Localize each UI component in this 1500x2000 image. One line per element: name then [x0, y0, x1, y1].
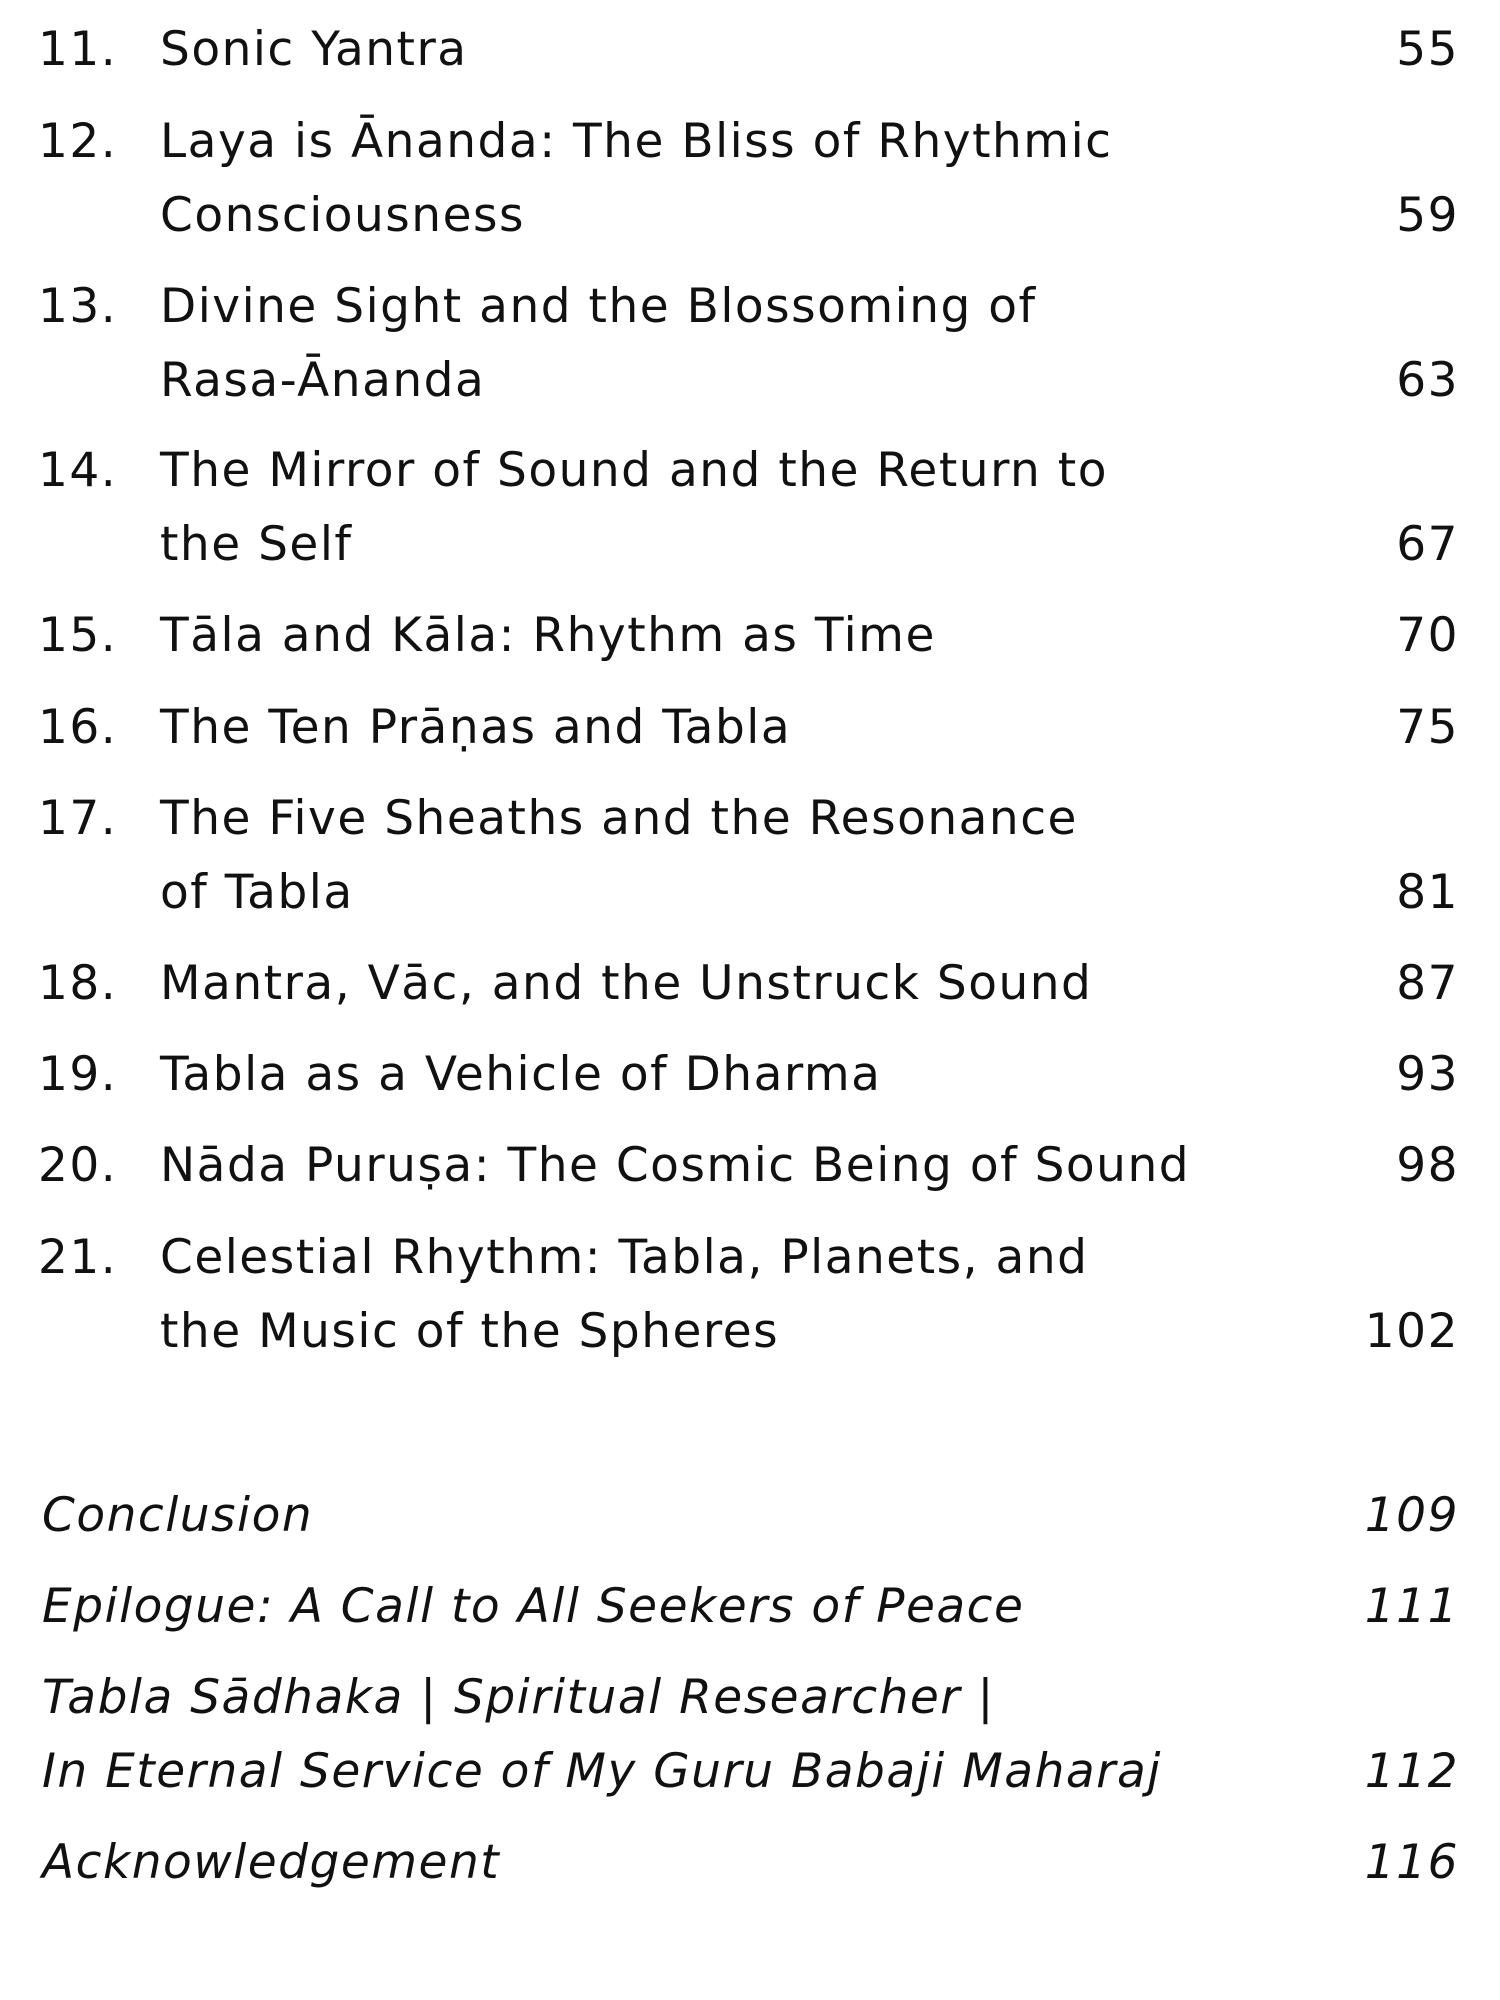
back-matter-title: Acknowledgement	[42, 1835, 501, 1890]
back-matter-title: Tabla Sādhaka | Spiritual Researcher |	[42, 1670, 995, 1725]
chapter-title: Sonic Yantra	[160, 22, 468, 77]
back-matter-title-continued: In Eternal Service of My Guru Babaji Maharaj	[42, 1744, 1162, 1799]
toc-entry	[0, 1138, 1500, 1216]
toc-entry	[0, 1230, 1500, 1382]
chapter-title-continued: the Self	[160, 517, 353, 572]
chapter-title-continued: Consciousness	[160, 188, 525, 243]
chapter-number: 11.	[38, 22, 118, 77]
page-number: 98	[1396, 1138, 1459, 1193]
page-number: 112	[1364, 1744, 1459, 1799]
page-number: 93	[1396, 1047, 1459, 1102]
page-number: 67	[1396, 517, 1459, 572]
toc-back-matter-entry	[0, 1670, 1500, 1822]
page-number: 59	[1396, 188, 1459, 243]
page-number: 109	[1364, 1488, 1459, 1543]
chapter-title: The Mirror of Sound and the Return to	[160, 443, 1108, 498]
chapter-title-continued: the Music of the Spheres	[160, 1304, 780, 1359]
chapter-number: 21.	[38, 1230, 118, 1285]
page-number: 75	[1396, 700, 1459, 755]
chapter-title: Laya is Ānanda: The Bliss of Rhythmic	[160, 114, 1113, 169]
chapter-number: 20.	[38, 1138, 118, 1193]
page-number: 63	[1396, 353, 1459, 408]
chapter-number: 12.	[38, 114, 118, 169]
chapter-title: Tāla and Kāla: Rhythm as Time	[160, 608, 936, 663]
toc-entry	[0, 956, 1500, 1034]
toc-entry	[0, 1047, 1500, 1125]
back-matter-title: Conclusion	[42, 1488, 314, 1543]
page-number: 111	[1364, 1579, 1459, 1634]
toc-entry	[0, 791, 1500, 943]
chapter-title: The Five Sheaths and the Resonance	[160, 791, 1078, 846]
page-number: 70	[1396, 608, 1459, 663]
chapter-number: 19.	[38, 1047, 118, 1102]
chapter-title-continued: Rasa-Ānanda	[160, 353, 486, 408]
toc-back-matter-entry	[0, 1488, 1500, 1566]
chapter-number: 14.	[38, 443, 118, 498]
page-number: 102	[1364, 1304, 1459, 1359]
chapter-number: 17.	[38, 791, 118, 846]
page-number: 55	[1396, 22, 1459, 77]
chapter-number: 15.	[38, 608, 118, 663]
chapter-title: The Ten Prāṇas and Tabla	[160, 700, 792, 755]
chapter-number: 13.	[38, 279, 118, 334]
chapter-title: Nāda Puruṣa: The Cosmic Being of Sound	[160, 1138, 1191, 1193]
toc-back-matter-entry	[0, 1579, 1500, 1657]
toc-entry	[0, 279, 1500, 431]
chapter-title: Celestial Rhythm: Tabla, Planets, and	[160, 1230, 1089, 1285]
toc-back-matter-entry	[0, 1835, 1500, 1913]
chapter-title-continued: of Tabla	[160, 865, 354, 920]
toc-entry	[0, 700, 1500, 778]
chapter-number: 16.	[38, 700, 118, 755]
page-number: 87	[1396, 956, 1459, 1011]
chapter-title: Mantra, Vāc, and the Unstruck Sound	[160, 956, 1093, 1011]
toc-entry	[0, 22, 1500, 100]
back-matter-title: Epilogue: A Call to All Seekers of Peace	[42, 1579, 1025, 1634]
toc-entry	[0, 114, 1500, 266]
toc-entry	[0, 443, 1500, 595]
chapter-title: Tabla as a Vehicle of Dharma	[160, 1047, 882, 1102]
toc-entry	[0, 608, 1500, 686]
page-number: 116	[1364, 1835, 1459, 1890]
chapter-title: Divine Sight and the Blossoming of	[160, 279, 1037, 334]
chapter-number: 18.	[38, 956, 118, 1011]
page-number: 81	[1396, 865, 1459, 920]
